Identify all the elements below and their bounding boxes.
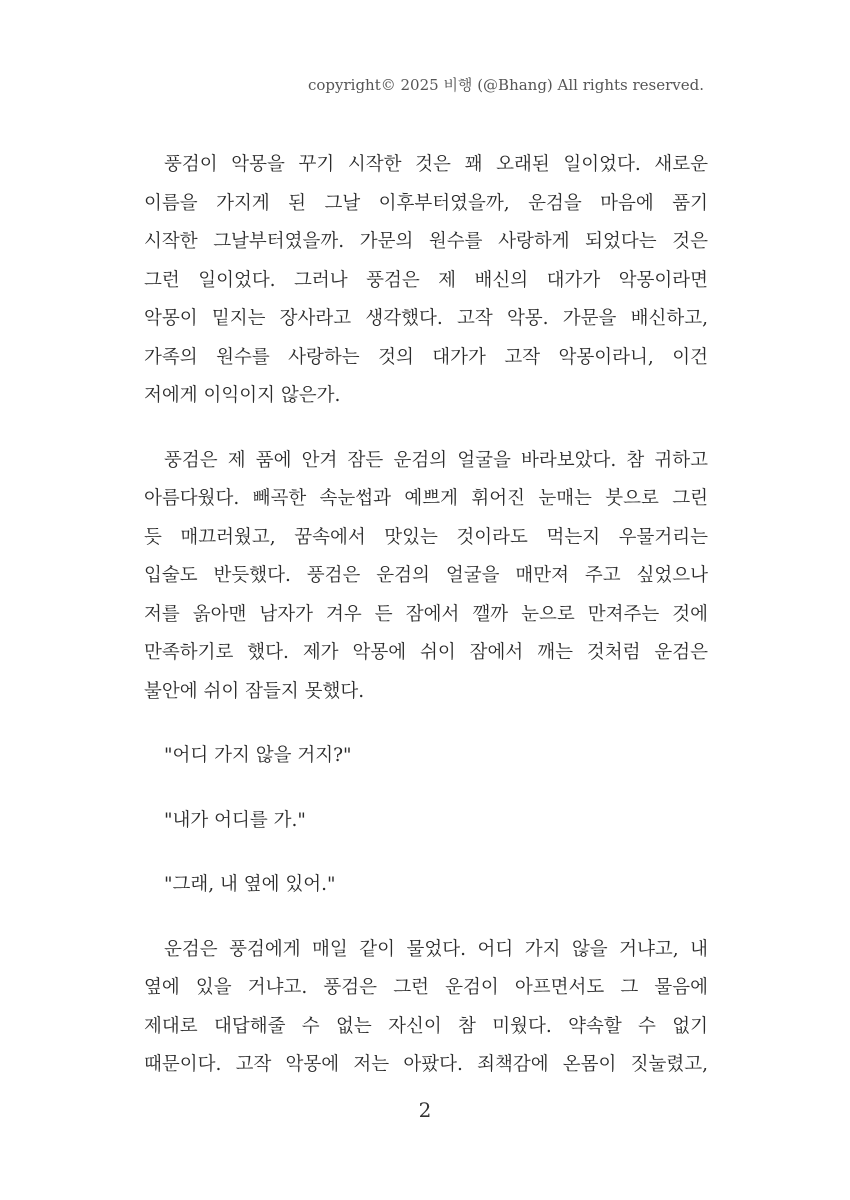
text-line: 듯 매끄러웠고, 꿈속에서 맛있는 것이라도 먹는지 우물거리는 — [144, 526, 708, 548]
body-text — [144, 146, 708, 1085]
text-line: 악몽이 밑지는 장사라고 생각했다. 고작 악몽. 가문을 배신하고, — [144, 308, 708, 329]
text-line: 입술도 반듯했다. 풍검은 운검의 얼굴을 매만져 주고 싶었으나 — [144, 565, 708, 586]
dialogue-1 — [144, 737, 708, 776]
paragraph-gap — [144, 776, 708, 802]
text-line: 이름을 가지게 된 그날 이후부터였을까, 운검을 마음에 품기 — [144, 192, 708, 214]
text-line: 만족하기로 했다. 제가 악몽에 쉬이 잠에서 깨는 것처럼 운검은 — [144, 642, 708, 663]
paragraph-gap — [144, 416, 708, 442]
text-line: 가족의 원수를 사랑하는 것의 대가가 고작 악몽이라니, 이건 — [144, 346, 708, 368]
paragraph-3 — [144, 931, 708, 1085]
paragraph-gap — [144, 905, 708, 931]
dialogue-line: "그래, 내 옆에 있어." — [164, 874, 336, 895]
text-line: 옆에 있을 거냐고. 풍검은 그런 운검이 아프면서도 그 물음에 — [144, 977, 708, 998]
dialogue-line: "어디 가지 않을 거지?" — [164, 745, 352, 766]
dialogue-2 — [144, 802, 708, 841]
copyright-header: copyright© 2025 비행 (@Bhang) All rights reserved. — [307, 76, 704, 94]
paragraph-1 — [144, 146, 708, 416]
dialogue-line: "내가 어디를 가." — [164, 809, 306, 831]
text-line: 풍검이 악몽을 꾸기 시작한 것은 꽤 오래된 일이었다. 새로운 — [164, 154, 708, 175]
text-line: 불안에 쉬이 잠들지 못했다. — [144, 680, 365, 702]
paragraph-gap — [144, 840, 708, 866]
text-line: 시작한 그날부터였을까. 가문의 원수를 사랑하게 되었다는 것은 — [144, 231, 708, 252]
text-line: 아름다웠다. 빼곡한 속눈썹과 예쁘게 휘어진 눈매는 붓으로 그린 — [144, 488, 708, 509]
text-line: 때문이다. 고작 악몽에 저는 아팠다. 죄책감에 온몸이 짓눌렸고, — [144, 1054, 708, 1075]
page-number: 2 — [418, 1098, 432, 1122]
text-line: 그런 일이었다. 그러나 풍검은 제 배신의 대가가 악몽이라면 — [144, 269, 708, 291]
paragraph-2 — [144, 442, 708, 712]
text-line: 저를 옭아맨 남자가 겨우 든 잠에서 깰까 눈으로 만져주는 것에 — [144, 603, 708, 625]
text-line: 제대로 대답해줄 수 없는 자신이 참 미웠다. 약속할 수 없기 — [144, 1015, 708, 1037]
text-line: 풍검은 제 품에 안겨 잠든 운검의 얼굴을 바라보았다. 참 귀하고 — [164, 449, 708, 471]
text-line: 저에게 이익이지 않은가. — [144, 385, 341, 406]
dialogue-3 — [144, 866, 708, 905]
paragraph-gap — [144, 711, 708, 737]
text-line: 운검은 풍검에게 매일 같이 물었다. 어디 가지 않을 거냐고, 내 — [164, 938, 708, 960]
